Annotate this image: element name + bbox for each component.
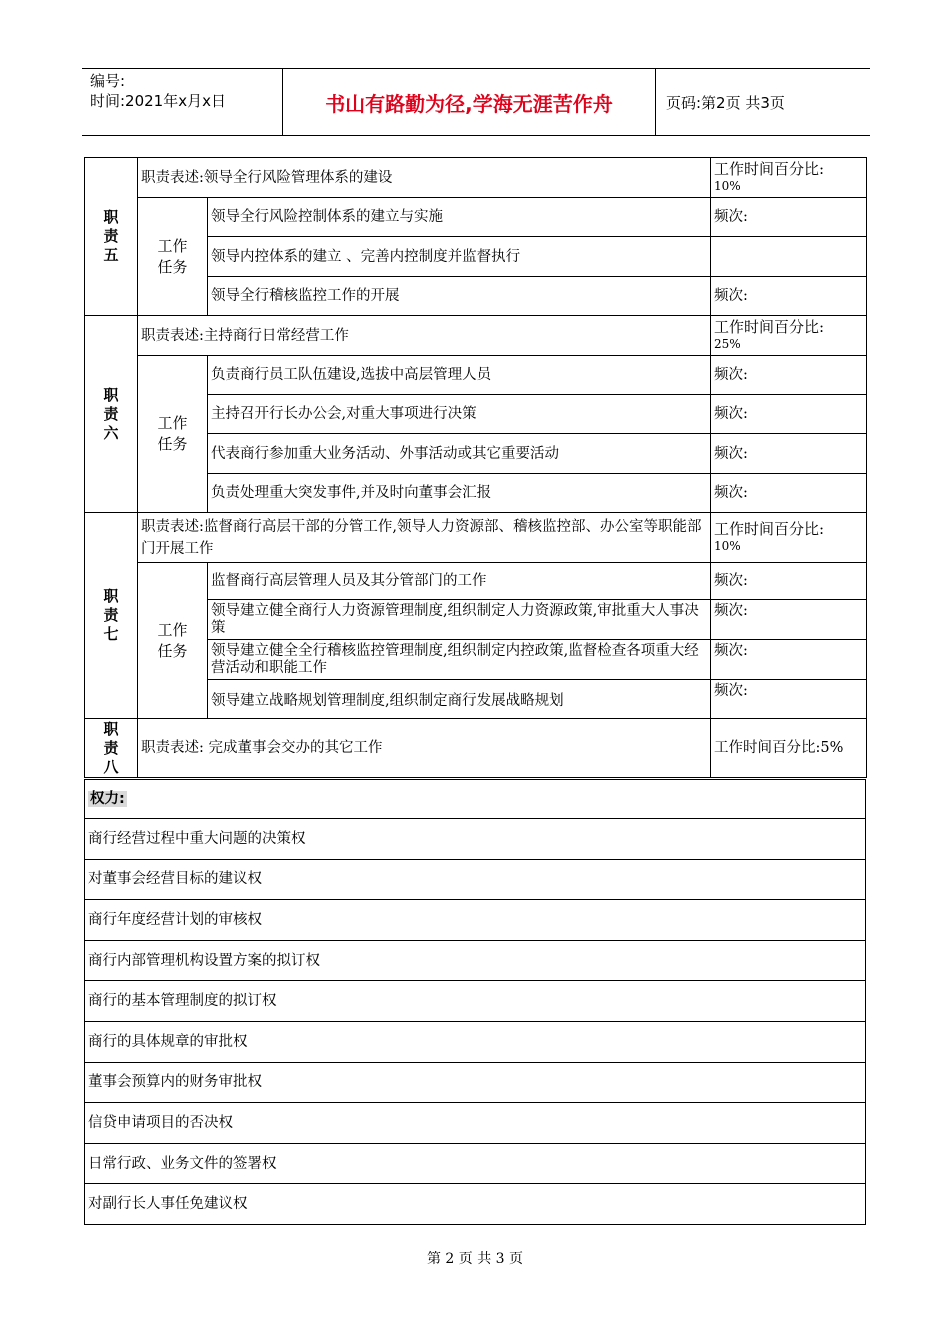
- task-frequency: 频次:: [711, 356, 867, 395]
- header-page-info: 页码:第2页 共3页: [666, 93, 785, 112]
- powers-title: 权力:: [85, 780, 866, 819]
- task-frequency: [711, 237, 867, 277]
- task-frequency: 频次:: [711, 680, 867, 719]
- duty-7-description-row: [85, 513, 867, 563]
- task-text: 负责商行员工队伍建设,选拔中高层管理人员: [208, 356, 711, 395]
- task-text: 监督商行高层管理人员及其分管部门的工作: [208, 563, 711, 600]
- power-item: 对董事会经营目标的建议权: [85, 859, 866, 900]
- power-item: 日常行政、业务文件的签署权: [85, 1143, 866, 1184]
- page-footer: 第 2 页 共 3 页: [426, 1251, 524, 1267]
- duties-table: [84, 157, 867, 778]
- duty-5-description-row: [85, 158, 867, 198]
- task-text: 领导内控体系的建立 、完善内控制度并监督执行: [208, 237, 711, 277]
- duty-5-time: 工作时间百分比: 10%: [711, 158, 867, 198]
- duty-7-task-label: 工作任务: [138, 563, 208, 719]
- task-frequency: 频次:: [711, 198, 867, 237]
- duty-7-label: 职责七: [85, 513, 138, 719]
- power-item: 商行的基本管理制度的拟订权: [85, 981, 866, 1022]
- duty-8-label: 职责八: [85, 719, 138, 778]
- task-frequency: 频次:: [711, 563, 867, 600]
- power-item: 商行经营过程中重大问题的决策权: [85, 819, 866, 860]
- task-frequency: 频次:: [711, 600, 867, 640]
- task-frequency: 频次:: [711, 277, 867, 316]
- power-item: 商行年度经营计划的审核权: [85, 900, 866, 941]
- duty-5-label: 职责五: [85, 158, 138, 316]
- powers-table: [84, 779, 866, 1225]
- task-frequency: 频次:: [711, 434, 867, 474]
- power-item: 商行的具体规章的审批权: [85, 1021, 866, 1062]
- task-text: 主持召开行长办公会,对重大事项进行决策: [208, 395, 711, 434]
- task-frequency: 频次:: [711, 395, 867, 434]
- header-motto: 书山有路勤为径,学海无涯苦作舟: [283, 69, 656, 135]
- table-row: [85, 563, 867, 600]
- task-text: 领导建立健全全行稽核监控管理制度,组织制定内控政策,监督检查各项重大经营活动和职能工作: [208, 640, 711, 680]
- number-label: 编号:: [90, 72, 126, 90]
- duty-6-time: 工作时间百分比: 25%: [711, 316, 867, 356]
- document-header: [82, 68, 870, 136]
- power-item: 信贷申请项目的否决权: [85, 1103, 866, 1144]
- task-frequency: 频次:: [711, 474, 867, 513]
- table-row: [85, 198, 867, 237]
- duty-5-description: 职责表述:领导全行风险管理体系的建设: [138, 158, 711, 198]
- task-text: 代表商行参加重大业务活动、外事活动或其它重要活动: [208, 434, 711, 474]
- duty-6-description: 职责表述:主持商行日常经营工作: [138, 316, 711, 356]
- task-text: 负责处理重大突发事件,并及时向董事会汇报: [208, 474, 711, 513]
- table-row: [85, 356, 867, 395]
- task-text: 领导建立战略规划管理制度,组织制定商行发展战略规划: [208, 680, 711, 719]
- duty-5-task-label: 工作任务: [138, 198, 208, 316]
- duty-8-description: 职责表述: 完成董事会交办的其它工作: [138, 719, 711, 778]
- duty-6-label: 职责六: [85, 316, 138, 513]
- power-item: 商行内部管理机构设置方案的拟订权: [85, 940, 866, 981]
- task-text: 领导全行稽核监控工作的开展: [208, 277, 711, 316]
- task-text: 领导全行风险控制体系的建立与实施: [208, 198, 711, 237]
- date-line: 时间:2021年x月x日: [90, 92, 226, 110]
- duty-8-time: 工作时间百分比:5%: [711, 719, 867, 778]
- duty-7-time: 工作时间百分比: 10%: [711, 513, 867, 563]
- power-item: 董事会预算内的财务审批权: [85, 1062, 866, 1103]
- duty-6-description-row: [85, 316, 867, 356]
- task-frequency: 频次:: [711, 640, 867, 680]
- duty-6-task-label: 工作任务: [138, 356, 208, 513]
- duty-8-row: [85, 719, 867, 778]
- duty-7-description: 职责表述:监督商行高层干部的分管工作,领导人力资源部、稽核监控部、办公室等职能部门开展工作: [138, 513, 711, 563]
- task-text: 领导建立健全商行人力资源管理制度,组织制定人力资源政策,审批重大人事决策: [208, 600, 711, 640]
- header-meta: [82, 69, 283, 135]
- power-item: 对副行长人事任免建议权: [85, 1184, 866, 1225]
